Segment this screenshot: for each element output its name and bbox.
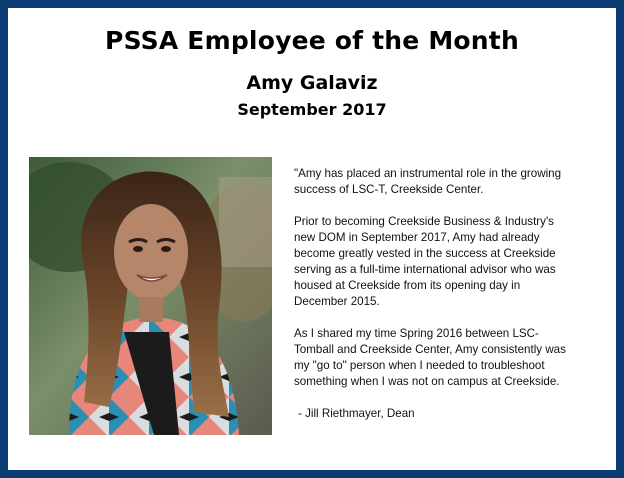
testimonial-quote xyxy=(294,166,576,422)
quote-paragraph: Prior to becoming Creekside Business & Industry's new DOM in September 2017, Amy had already become greatly vested in the success at Creekside serving as a full-time international advisor who was housed at Creekside from its opening day in December 2015. xyxy=(294,215,556,308)
award-month: September 2017 xyxy=(237,100,387,119)
employee-photo xyxy=(29,157,272,435)
quote-signature: - Jill Riethmayer, Dean xyxy=(298,407,415,420)
quote-paragraph: "Amy has placed an instrumental role in the growing success of LSC-T, Creekside Center. xyxy=(294,167,562,196)
page-title: PSSA Employee of the Month xyxy=(105,26,519,55)
quote-paragraph: As I shared my time Spring 2016 between LSC-Tomball and Creekside Center, Amy consistently was my "go to" person when I needed to troubleshoot something when I was not on campus at Creekside. xyxy=(294,327,566,388)
employee-name: Amy Galaviz xyxy=(246,72,378,94)
